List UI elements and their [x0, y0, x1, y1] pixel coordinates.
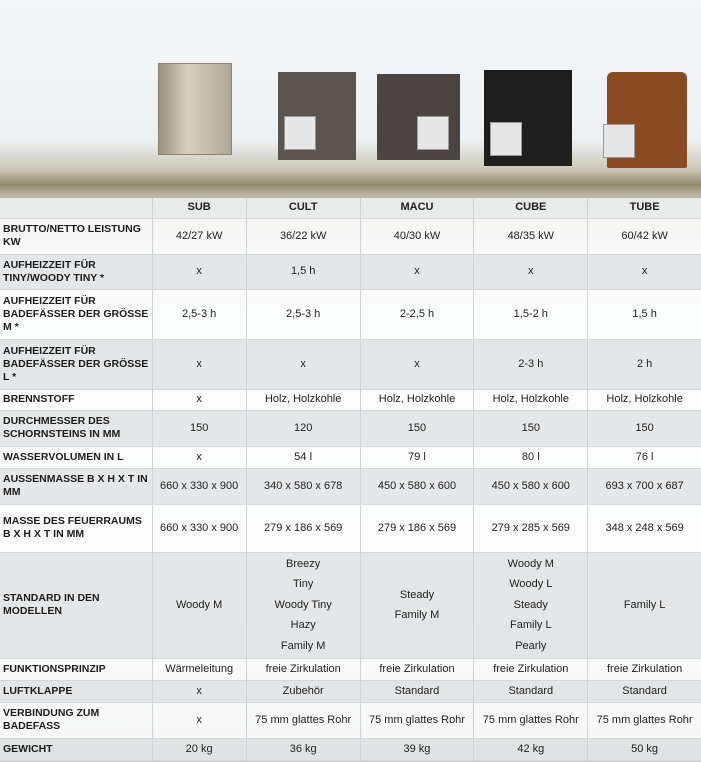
table-cell: x: [152, 389, 246, 410]
table-cell: 20 kg: [152, 738, 246, 760]
table-cell: x: [360, 339, 474, 389]
table-cell: 48/35 kW: [474, 218, 588, 254]
column-header-sub: SUB: [152, 198, 246, 218]
model-name: Steady: [513, 598, 548, 611]
table-row: [0, 254, 701, 289]
column-header-cube: CUBE: [474, 198, 588, 218]
table-row: [0, 339, 701, 389]
table-row: [0, 446, 701, 468]
table-cell: 50 kg: [588, 738, 701, 760]
stove-image-cult: [278, 72, 356, 160]
table-header-row: [0, 198, 701, 218]
row-label: BRENNSTOFF: [0, 389, 152, 410]
stove-image-cube: [484, 70, 572, 166]
table-cell: 279 x 186 x 569: [246, 504, 360, 552]
table-cell: 2,5-3 h: [246, 289, 360, 339]
model-name: Woody M: [176, 598, 223, 611]
model-name: Family L: [510, 619, 552, 632]
model-name: Family L: [623, 598, 666, 611]
table-cell: Holz, Holzkohle: [588, 389, 701, 410]
table-cell: freie Zirkulation: [588, 658, 701, 680]
table-cell: 120: [246, 410, 360, 446]
table-cell: 1,5-2 h: [474, 289, 588, 339]
table-cell: x: [588, 254, 701, 289]
table-cell: [474, 552, 588, 658]
table-cell: x: [152, 702, 246, 738]
table-cell: freie Zirkulation: [246, 658, 360, 680]
table-cell: 79 l: [360, 446, 474, 468]
table-cell: Zubehör: [246, 680, 360, 702]
table-row: [0, 658, 701, 680]
table-cell: x: [246, 339, 360, 389]
table-row: [0, 389, 701, 410]
table-row: [0, 680, 701, 702]
column-header-tube: TUBE: [588, 198, 701, 218]
table-cell: 75 mm glattes Rohr: [588, 702, 701, 738]
table-cell: 1,5 h: [588, 289, 701, 339]
table-cell: Standard: [360, 680, 474, 702]
column-header-macu: MACU: [360, 198, 474, 218]
table-cell: [152, 552, 246, 658]
table-row: [0, 218, 701, 254]
table-cell: 39 kg: [360, 738, 474, 760]
table-cell: 60/42 kW: [588, 218, 701, 254]
table-cell: [588, 552, 701, 658]
table-cell: 75 mm glattes Rohr: [474, 702, 588, 738]
row-label: AUFHEIZZEIT FÜR BADEFÄSSER DER GRÖSSE L *: [0, 339, 152, 389]
table-cell: Holz, Holzkohle: [360, 389, 474, 410]
table-cell: x: [152, 446, 246, 468]
table-cell: [360, 552, 474, 658]
model-name: Family M: [394, 609, 440, 621]
table-cell: x: [152, 339, 246, 389]
stove-image-macu: [377, 74, 460, 160]
table-cell: [246, 552, 360, 658]
hero-product-images: [0, 0, 701, 196]
model-name: Pearly: [515, 639, 547, 652]
table-row: [0, 468, 701, 504]
table-cell: 40/30 kW: [360, 218, 474, 254]
table-cell: Holz, Holzkohle: [474, 389, 588, 410]
table-cell: 150: [152, 410, 246, 446]
table-row: [0, 738, 701, 760]
table-cell: 76 l: [588, 446, 701, 468]
stove-image-tube: [607, 72, 687, 168]
row-label: WASSERVOLUMEN IN L: [0, 446, 152, 468]
row-label: LUFTKLAPPE: [0, 680, 152, 702]
table-cell: 279 x 285 x 569: [474, 504, 588, 552]
table-cell: 150: [588, 410, 701, 446]
header-empty: [0, 198, 152, 218]
row-label: GEWICHT: [0, 738, 152, 760]
table-cell: 36 kg: [246, 738, 360, 760]
model-name: Woody M: [507, 557, 554, 570]
table-cell: 75 mm glattes Rohr: [360, 702, 474, 738]
table-row: [0, 289, 701, 339]
model-name: Hazy: [290, 619, 316, 632]
table-cell: 2-2,5 h: [360, 289, 474, 339]
row-label: AUSSENMASSE B X H X T IN MM: [0, 468, 152, 504]
table-cell: 693 x 700 x 687: [588, 468, 701, 504]
row-label: BRUTTO/NETTO LEISTUNG KW: [0, 218, 152, 254]
table-cell: 42/27 kW: [152, 218, 246, 254]
table-cell: 2 h: [588, 339, 701, 389]
table-cell: 36/22 kW: [246, 218, 360, 254]
comparison-table: [0, 198, 701, 761]
model-name: Tiny: [292, 578, 314, 591]
table-cell: 2-3 h: [474, 339, 588, 389]
stove-image-sub: [158, 63, 232, 155]
table-cell: 75 mm glattes Rohr: [246, 702, 360, 738]
table-cell: Wärmeleitung: [152, 658, 246, 680]
table-cell: 42 kg: [474, 738, 588, 760]
table-cell: 450 x 580 x 600: [360, 468, 474, 504]
table-row: [0, 552, 701, 658]
table-cell: freie Zirkulation: [474, 658, 588, 680]
model-name: Woody L: [509, 578, 553, 591]
table-cell: x: [474, 254, 588, 289]
table-row: [0, 410, 701, 446]
row-label: MASSE DES FEUERRAUMS B X H X T IN MM: [0, 504, 152, 552]
row-label: FUNKTIONSPRINZIP: [0, 658, 152, 680]
model-name: Breezy: [286, 557, 321, 570]
table-cell: 450 x 580 x 600: [474, 468, 588, 504]
row-label: AUFHEIZZEIT FÜR BADEFÄSSER DER GRÖSSE M *: [0, 289, 152, 339]
table-cell: 80 l: [474, 446, 588, 468]
model-name: Steady: [399, 588, 435, 601]
table-cell: Standard: [474, 680, 588, 702]
table-cell: x: [152, 680, 246, 702]
table-cell: x: [360, 254, 474, 289]
row-label: AUFHEIZZEIT FÜR TINY/WOODY TINY *: [0, 254, 152, 289]
table-cell: x: [152, 254, 246, 289]
row-label: DURCHMESSER DES SCHORNSTEINS IN MM: [0, 410, 152, 446]
table-cell: 279 x 186 x 569: [360, 504, 474, 552]
table-cell: 348 x 248 x 569: [588, 504, 701, 552]
table-cell: 340 x 580 x 678: [246, 468, 360, 504]
table-cell: Holz, Holzkohle: [246, 389, 360, 410]
table-cell: Standard: [588, 680, 701, 702]
row-label: VERBINDUNG ZUM BADEFASS: [0, 702, 152, 738]
model-name: Family M: [280, 639, 326, 652]
table-cell: 150: [360, 410, 474, 446]
model-name: Woody Tiny: [274, 598, 332, 611]
table-cell: freie Zirkulation: [360, 658, 474, 680]
table-cell: 2,5-3 h: [152, 289, 246, 339]
table-row: [0, 702, 701, 738]
table-cell: 54 l: [246, 446, 360, 468]
table-cell: 150: [474, 410, 588, 446]
table-cell: 660 x 330 x 900: [152, 504, 246, 552]
table-row: [0, 504, 701, 552]
row-label: STANDARD IN DEN MODELLEN: [0, 552, 152, 658]
table-cell: 660 x 330 x 900: [152, 468, 246, 504]
column-header-cult: CULT: [246, 198, 360, 218]
table-cell: 1,5 h: [246, 254, 360, 289]
